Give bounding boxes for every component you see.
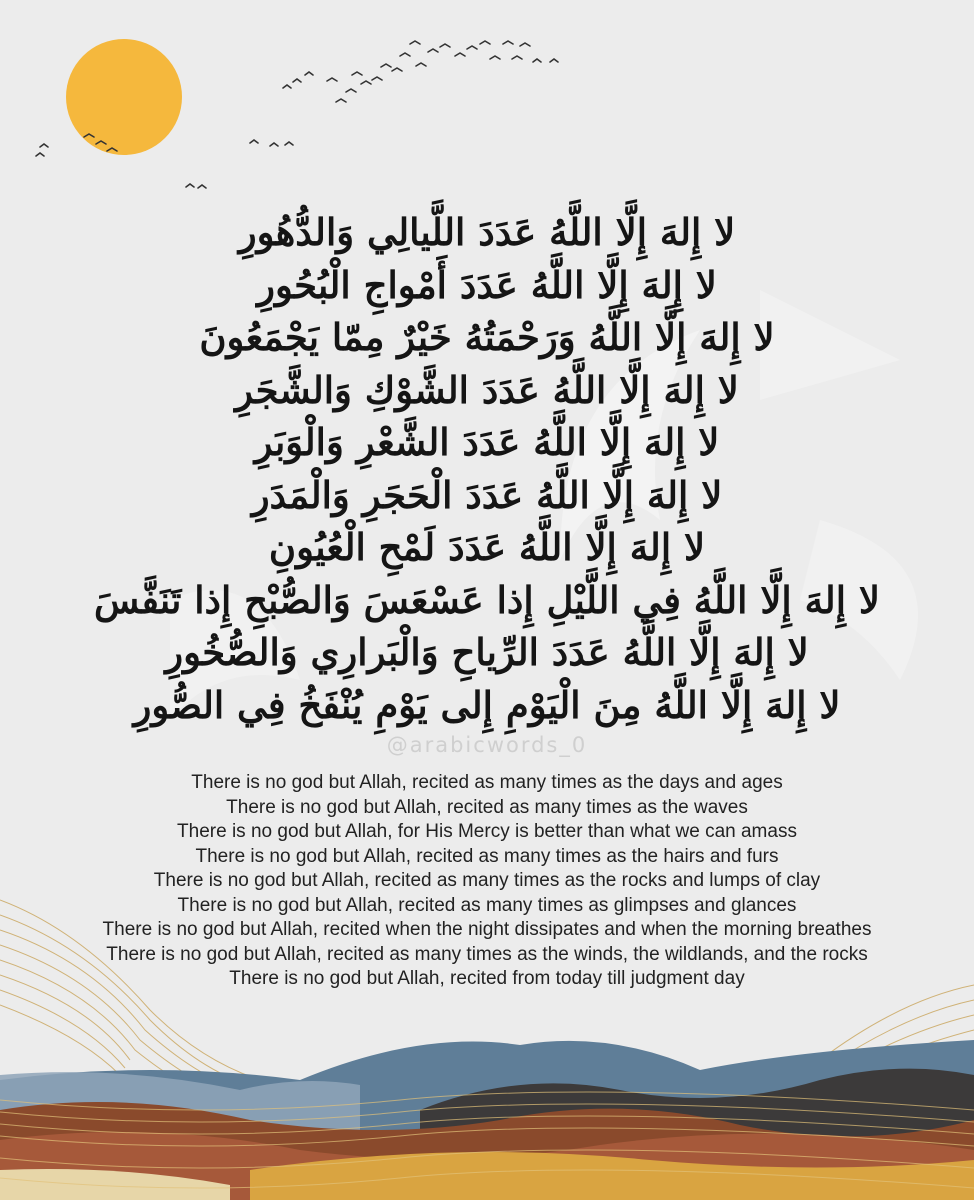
bird-icon <box>440 44 450 47</box>
bird-icon <box>392 68 402 71</box>
bird-icon <box>550 59 558 62</box>
bird-icon <box>186 184 194 187</box>
bird-icon <box>283 85 291 88</box>
bird-icon <box>372 77 382 80</box>
english-line: There is no god but Allah, for His Mercy is better than what we can amass <box>177 821 797 842</box>
bird-icon <box>305 72 313 75</box>
bird-icon <box>327 78 337 81</box>
arabic-line: لا إِلهَ إِلَّا اللَّهُ عَدَدَ الشَّوْكِ وَالشَّجَرِ <box>235 367 739 412</box>
bird-icon <box>361 81 371 84</box>
bird-icon <box>455 53 465 56</box>
arabic-line: لا إِلهَ إِلَّا اللَّهُ عَدَدَ أَمْواجِ الْبُحُورِ <box>257 262 717 307</box>
sun-icon <box>66 39 182 155</box>
english-line: There is no god but Allah, recited as many times as the days and ages <box>191 772 783 793</box>
bird-icon <box>198 185 206 188</box>
arabic-line: لا إِلهَ إِلَّا اللَّهُ عَدَدَ اللَّيالِي وَالدُّهُورِ <box>238 210 736 254</box>
arabic-line: لا إِلهَ إِلَّا اللَّهُ فِي اللَّيْلِ إِذا عَسْعَسَ وَالصُّبْحِ إِذا تَنَفَّسَ <box>94 577 880 622</box>
bird-icon <box>467 46 477 49</box>
english-line: There is no god but Allah, recited as many times as the hairs and furs <box>195 845 779 867</box>
bird-icon <box>36 153 44 156</box>
bird-icon <box>400 53 410 56</box>
bird-icon <box>381 64 391 67</box>
english-line: There is no god but Allah, recited as many times as the waves <box>226 796 748 818</box>
arabic-line: لا إِلهَ إِلَّا اللَّهُ عَدَدَ الرِّياحِ وَالْبَرارِي وَالصُّخُورِ <box>165 630 809 674</box>
arabic-line: لا إِلهَ إِلَّا اللَّهُ وَرَحْمَتُهُ خَيْرٌ مِمّا يَجْمَعُونَ <box>199 315 775 359</box>
bird-icon <box>40 144 48 147</box>
arabic-text-block <box>0 206 974 731</box>
bird-icon <box>512 56 522 59</box>
bird-icon <box>503 41 513 44</box>
bird-icon <box>336 99 346 102</box>
english-line: There is no god but Allah, recited as many times as the rocks and lumps of clay <box>153 870 821 891</box>
arabic-line: لا إِلهَ إِلَّا اللَّهُ عَدَدَ لَمْحِ الْعُيُونِ <box>268 525 706 569</box>
bird-icon <box>480 41 490 44</box>
bird-icon <box>416 63 426 66</box>
arabic-line: لا إِلهَ إِلَّا اللَّهُ مِنَ الْيَوْمِ إِلى يَوْمِ يُنْفَخُ فِي الصُّورِ <box>133 682 841 727</box>
bird-icon <box>285 142 293 145</box>
bird-icon <box>270 143 278 146</box>
bird-icon <box>410 41 420 44</box>
bird-icon <box>346 89 356 92</box>
english-line: There is no god but Allah, recited from today till judgment day <box>229 968 745 989</box>
bird-icon <box>533 59 541 62</box>
watermark: @arabicwords_0 <box>386 733 588 757</box>
arabic-line: لا إِلهَ إِلَّا اللَّهُ عَدَدَ الشَّعْرِ وَالْوَبَرِ <box>254 420 720 464</box>
bird-icon <box>250 140 258 143</box>
english-line: There is no god but Allah, recited when the night dissipates and when the morning breathes <box>102 919 872 940</box>
bird-icon <box>520 43 530 46</box>
english-line: There is no god but Allah, recited as many times as the winds, the wildlands, and the rocks <box>106 943 868 965</box>
english-line: There is no god but Allah, recited as many times as glimpses and glances <box>177 894 797 916</box>
bird-icon <box>352 72 362 75</box>
bird-icon <box>428 49 438 52</box>
arabic-line: لا إِلهَ إِلَّا اللَّهُ عَدَدَ الْحَجَرِ وَالْمَدَرِ <box>251 472 723 517</box>
bird-icon <box>490 56 500 59</box>
bird-icon <box>293 79 301 82</box>
english-translation-block <box>0 771 974 992</box>
